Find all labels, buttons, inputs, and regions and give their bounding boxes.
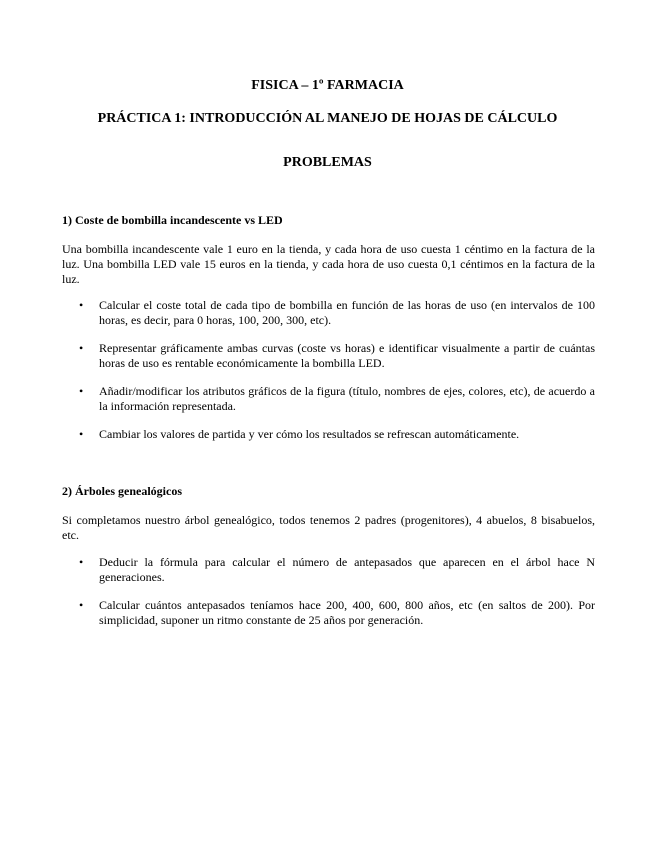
task-text: Deducir la fórmula para calcular el número de antepasados que aparecen en el árbol hace N generaciones.: [99, 555, 595, 584]
bullet-icon: •: [79, 598, 84, 612]
task-text: Añadir/modificar los atributos gráficos de la figura (título, nombres de ejes, colores, etc), de acuerdo a la información representada.: [99, 384, 595, 413]
list-item: [62, 427, 595, 442]
practice-title: PRÁCTICA 1: INTRODUCCIÓN AL MANEJO DE HOJAS DE CÁLCULO: [97, 111, 558, 126]
problem-2-intro: Si completamos nuestro árbol genealógico, todos tenemos 2 padres (progenitores), 4 abuelos, 8 bisabuelos, etc.: [62, 513, 595, 542]
list-item: [62, 341, 595, 371]
bullet-icon: •: [79, 341, 84, 355]
problem-1-task-list: [62, 298, 595, 455]
problem-2-heading: 2) Árboles genealógicos: [62, 484, 182, 498]
bullet-icon: •: [79, 427, 84, 441]
problem-1-intro: Una bombilla incandescente vale 1 euro en la tienda, y cada hora de uso cuesta 1 céntimo en la factura de la luz. Una bombilla LED vale 15 euros en la tienda, y cada hora de uso cuesta 0,1 céntimos en la factura de la luz.: [62, 242, 595, 286]
task-text: Calcular cuántos antepasados teníamos hace 200, 400, 600, 800 años, etc (en saltos de 200). Por simplicidad, suponer un ritmo constante de 25 años por generación.: [99, 598, 595, 627]
list-item: [62, 384, 595, 414]
list-item: [62, 555, 595, 585]
problem-1-heading: 1) Coste de bombilla incandescente vs LED: [62, 213, 283, 227]
bullet-icon: •: [79, 298, 84, 312]
bullet-icon: •: [79, 384, 84, 398]
section-title: PROBLEMAS: [283, 155, 372, 170]
task-text: Cambiar los valores de partida y ver cómo los resultados se refrescan automáticamente.: [99, 427, 520, 441]
list-item: [62, 298, 595, 328]
task-text: Representar gráficamente ambas curvas (coste vs horas) e identificar visualmente a partir de cuántas horas de uso es rentable económicamente la bombilla LED.: [99, 341, 595, 370]
list-item: [62, 598, 595, 628]
problem-2-task-list: [62, 555, 595, 641]
bullet-icon: •: [79, 555, 84, 569]
course-title: FISICA – 1º FARMACIA: [251, 78, 404, 93]
task-text: Calcular el coste total de cada tipo de bombilla en función de las horas de uso (en intervalos de 100 horas, es decir, para 0 horas, 100, 200, 300, etc).: [99, 298, 595, 327]
